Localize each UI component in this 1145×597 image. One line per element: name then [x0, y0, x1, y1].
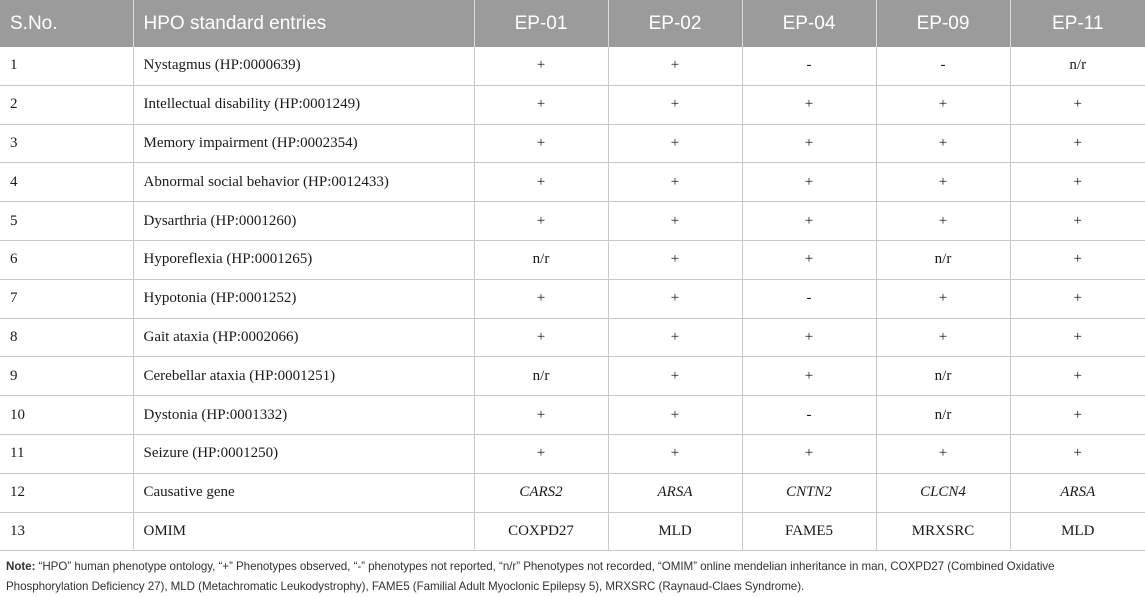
- row-value-ep-04: +: [742, 318, 876, 357]
- table-footnote: [0, 551, 1145, 597]
- row-value-ep-01: n/r: [474, 357, 608, 396]
- row-value-ep-11: n/r: [1010, 47, 1145, 85]
- row-value-ep-01: +: [474, 279, 608, 318]
- row-value-ep-01: +: [474, 163, 608, 202]
- table-row: [0, 473, 1145, 512]
- row-value-ep-02: +: [608, 279, 742, 318]
- row-value-ep-04: +: [742, 124, 876, 163]
- row-sno: 9: [0, 357, 133, 396]
- table-row: [0, 279, 1145, 318]
- row-value-ep-09: +: [876, 318, 1010, 357]
- row-value-ep-02: +: [608, 124, 742, 163]
- row-value-ep-09: -: [876, 47, 1010, 85]
- row-value-ep-01: +: [474, 434, 608, 473]
- row-value-ep-04: +: [742, 240, 876, 279]
- row-value-ep-09: n/r: [876, 240, 1010, 279]
- row-value-ep-09: +: [876, 279, 1010, 318]
- row-value-ep-09: MRXSRC: [876, 512, 1010, 551]
- row-value-ep-01: +: [474, 318, 608, 357]
- row-value-ep-09: +: [876, 434, 1010, 473]
- table-row: [0, 240, 1145, 279]
- row-hpo-entry: Gait ataxia (HP:0002066): [133, 318, 474, 357]
- row-value-ep-01: COXPD27: [474, 512, 608, 551]
- row-value-ep-04: FAME5: [742, 512, 876, 551]
- row-value-ep-02: +: [608, 240, 742, 279]
- row-hpo-entry: Seizure (HP:0001250): [133, 434, 474, 473]
- row-sno: 6: [0, 240, 133, 279]
- row-value-ep-04: -: [742, 279, 876, 318]
- header-ep-04: EP-04: [742, 0, 876, 47]
- header-hpo-entries: HPO standard entries: [133, 0, 474, 47]
- row-sno: 1: [0, 47, 133, 85]
- row-value-ep-09: +: [876, 202, 1010, 241]
- row-value-ep-02: +: [608, 396, 742, 435]
- row-value-ep-11: +: [1010, 124, 1145, 163]
- row-value-ep-02: +: [608, 357, 742, 396]
- row-value-ep-09: n/r: [876, 357, 1010, 396]
- row-value-ep-09: CLCN4: [876, 473, 1010, 512]
- row-hpo-entry: Cerebellar ataxia (HP:0001251): [133, 357, 474, 396]
- row-hpo-entry: Abnormal social behavior (HP:0012433): [133, 163, 474, 202]
- table-header: [0, 0, 1145, 47]
- row-value-ep-01: +: [474, 85, 608, 124]
- row-hpo-entry: Hypotonia (HP:0001252): [133, 279, 474, 318]
- row-value-ep-01: +: [474, 47, 608, 85]
- table-row: [0, 163, 1145, 202]
- table-row: [0, 124, 1145, 163]
- row-hpo-entry: Hyporeflexia (HP:0001265): [133, 240, 474, 279]
- row-hpo-entry: Nystagmus (HP:0000639): [133, 47, 474, 85]
- row-value-ep-04: +: [742, 85, 876, 124]
- row-value-ep-02: +: [608, 202, 742, 241]
- row-hpo-entry: OMIM: [133, 512, 474, 551]
- row-hpo-entry: Dysarthria (HP:0001260): [133, 202, 474, 241]
- table-row: [0, 47, 1145, 85]
- row-value-ep-09: +: [876, 85, 1010, 124]
- row-value-ep-11: +: [1010, 396, 1145, 435]
- row-value-ep-11: +: [1010, 434, 1145, 473]
- row-sno: 10: [0, 396, 133, 435]
- table-row: [0, 434, 1145, 473]
- row-value-ep-09: n/r: [876, 396, 1010, 435]
- header-row: [0, 0, 1145, 47]
- row-value-ep-02: MLD: [608, 512, 742, 551]
- row-hpo-entry: Causative gene: [133, 473, 474, 512]
- row-value-ep-11: +: [1010, 318, 1145, 357]
- row-value-ep-11: +: [1010, 85, 1145, 124]
- header-sno: S.No.: [0, 0, 133, 47]
- table-row: [0, 318, 1145, 357]
- row-value-ep-11: +: [1010, 357, 1145, 396]
- row-sno: 2: [0, 85, 133, 124]
- row-value-ep-04: CNTN2: [742, 473, 876, 512]
- table-row: [0, 85, 1145, 124]
- table-row: [0, 357, 1145, 396]
- row-value-ep-01: +: [474, 202, 608, 241]
- row-sno: 3: [0, 124, 133, 163]
- row-value-ep-02: +: [608, 163, 742, 202]
- note-text: “HPO” human phenotype ontology, “+” Phenotypes observed, “-” phenotypes not reported, “n/r” Phenotypes not recorded, “OMIM” online mendelian inheritance in man, COXPD27 (Combined Oxidative Phosphorylation Deficiency 27), MLD (Metachromatic Leukodystrophy), FAME5 (Familial Adult Myoclonic Epilepsy 5), MRXSRC (Raynaud-Claes Syndrome).: [6, 560, 1055, 594]
- row-sno: 4: [0, 163, 133, 202]
- row-value-ep-01: n/r: [474, 240, 608, 279]
- row-hpo-entry: Memory impairment (HP:0002354): [133, 124, 474, 163]
- note-label: Note:: [6, 560, 36, 574]
- row-sno: 13: [0, 512, 133, 551]
- row-value-ep-04: -: [742, 47, 876, 85]
- row-hpo-entry: Dystonia (HP:0001332): [133, 396, 474, 435]
- row-value-ep-01: +: [474, 396, 608, 435]
- row-value-ep-04: +: [742, 202, 876, 241]
- row-value-ep-02: ARSA: [608, 473, 742, 512]
- header-ep-11: EP-11: [1010, 0, 1145, 47]
- row-value-ep-11: +: [1010, 240, 1145, 279]
- header-ep-09: EP-09: [876, 0, 1010, 47]
- row-value-ep-01: CARS2: [474, 473, 608, 512]
- row-value-ep-04: +: [742, 434, 876, 473]
- row-value-ep-09: +: [876, 163, 1010, 202]
- row-value-ep-11: +: [1010, 163, 1145, 202]
- header-ep-02: EP-02: [608, 0, 742, 47]
- row-value-ep-11: MLD: [1010, 512, 1145, 551]
- row-value-ep-02: +: [608, 47, 742, 85]
- row-value-ep-02: +: [608, 434, 742, 473]
- row-value-ep-11: +: [1010, 279, 1145, 318]
- row-sno: 12: [0, 473, 133, 512]
- table-row: [0, 202, 1145, 241]
- row-value-ep-04: -: [742, 396, 876, 435]
- row-sno: 11: [0, 434, 133, 473]
- header-ep-01: EP-01: [474, 0, 608, 47]
- row-value-ep-11: +: [1010, 202, 1145, 241]
- row-hpo-entry: Intellectual disability (HP:0001249): [133, 85, 474, 124]
- table-row: [0, 512, 1145, 551]
- row-value-ep-09: +: [876, 124, 1010, 163]
- row-value-ep-02: +: [608, 85, 742, 124]
- row-sno: 8: [0, 318, 133, 357]
- row-value-ep-02: +: [608, 318, 742, 357]
- row-value-ep-11: ARSA: [1010, 473, 1145, 512]
- row-value-ep-01: +: [474, 124, 608, 163]
- row-value-ep-04: +: [742, 163, 876, 202]
- row-value-ep-04: +: [742, 357, 876, 396]
- table-row: [0, 396, 1145, 435]
- row-sno: 7: [0, 279, 133, 318]
- table-body: [0, 47, 1145, 551]
- row-sno: 5: [0, 202, 133, 241]
